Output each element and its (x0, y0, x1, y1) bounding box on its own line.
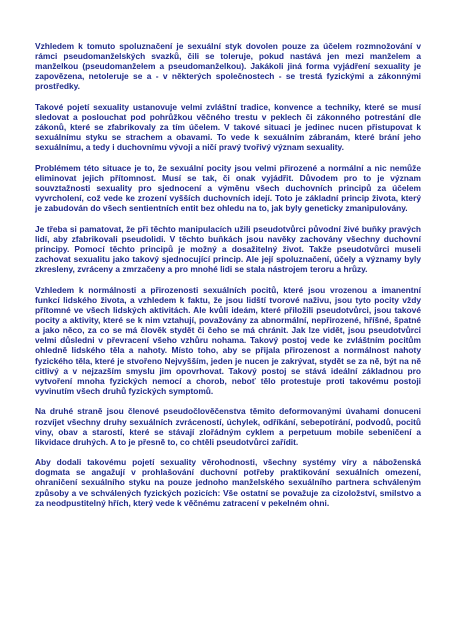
paragraph: Vzhledem k tomuto spoluznačení je sexuální styk dovolen pouze za účelem rozmnožování v rámci pseudomanželských svazků, čili se toleruje, pokud nastává jen mezi manželem a manželkou (pseudomanželem a pseudomanželkou). Jakákoli jiná forma vyjádření sexuality je zapovězena, netoleruje se a - v některých společnostech - se trestá fyzickými a zákonnými prostředky. (35, 41, 421, 92)
paragraph: Vzhledem k normálnosti a přirozenosti sexuálních pocitů, které jsou vrozenou a imanentní funkcí lidského života, a vzhledem k faktu, že jsou lidští tvorové naživu, jsou tyto pocity vždy přítomné ve všech lidských aktivitách. Ale kvůli ideám, které přiložili pseudotvůrci, jsou takové pocity a aktivity, které se k nim vztahují, považovány za abnormální, nepřirozené, hříšné, špatné a jako něco, za co se má člověk stydět či čeho se má chránit. Jak lze vidět, jsou pseudotvůrci velmi důsledni v převracení všeho vzhůru nohama. Takový postoj vede ke zvláštním pocitům ohledně lidského těla a nahoty. Místo toho, aby se přijala přirozenost a normálnost nahoty fyzického těla, které je stvořeno Nejvyšším, jeden je nucen je zakrývat, stydět se za ně, být na ně citlivý a v nejzazším smyslu jim opovrhovat. Takový postoj se stává ideální základnou pro vytvoření mnoha fyzických nemocí a chorob, neboť tělo protestuje proti takovému postoji vyvinutím všech druhů fyzických symptomů. (35, 284, 421, 396)
paragraph: Problémem této situace je to, že sexuální pocity jsou velmi přirozené a normální a nic nemůže eliminovat jejich přítomnost. Musí se tak, či onak vyjádřit. Důvodem pro to je význam souvztažnosti sexuality pro sjednocení a výměnu všech duchovních principů za účelem vyvrcholení, což vede ke zrození vyšších duchovních idejí. Toto je základní princip života, který je zabudován do všech sentientních entit bez ohledu na to, jak byly geneticky zmanipulovány. (35, 162, 421, 214)
document-body (35, 41, 421, 518)
paragraph: Je třeba si pamatovat, že při těchto manipulacích užili pseudotvůrci původní živé buňky pravých lidí, aby zfabrikovali pseudolidi. V těchto buňkách jsou navěky zachovány všechny duchovní principy. Pomocí těchto principů je možný a dosažitelný život. Takže pseudotvůrci museli zachovat sexualitu jako takový sjednocující princip. Ale její spoluznačení, účely a významy byly zkresleny, zvráceny a zmrzačeny a pro mnohé lidi se stala nástrojem teroru a hrůzy. (35, 223, 421, 275)
paragraph: Aby dodali takovému pojetí sexuality věrohodnosti, všechny systémy víry a náboženská dogmata se angažují v prohlašování duchovní potřeby praktikování sexuálních omezení, ohraničení sexuálního styku na pouze jednoho manželského sexuálního partnera schváleným způsoby a ve schválených fyzických pozicích: Vše ostatní se považuje za cizoložství, smilstvo a za neodpustitelný hřích, který vede k věčnému zatracení v pekelném ohni. (35, 457, 421, 508)
paragraph: Takové pojetí sexuality ustanovuje velmi zvláštní tradice, konvence a techniky, které se musí sledovat a poslouchat pod pohrůžkou věčného trestu v peklech či zákonného potrestání dle zákonů, které se zfabrikovaly za tím účelem. V takové situaci je jedinec nucen přistupovat k sexuálnímu styku se strachem a obavami. To vede k sexuálním zábranám, které brání jeho sexuálnímu, a tedy i duchovnímu vývoji a ničí pravý tvořivý význam sexuality. (35, 101, 421, 153)
paragraph: Na druhé straně jsou členové pseudočlověčenstva těmito deformovanými úvahami donuceni rozvíjet všechny druhy sexuálních zvráceností, úchylek, odříkání, sebepotírání, podvodů, pocitů viny, obav a starostí, které se stávají zlořádným cyklem a perpetuum mobile sebeničení a likvidace druhých. A to je přesně to, co chtěli pseudotvůrci zařídit. (35, 406, 421, 447)
